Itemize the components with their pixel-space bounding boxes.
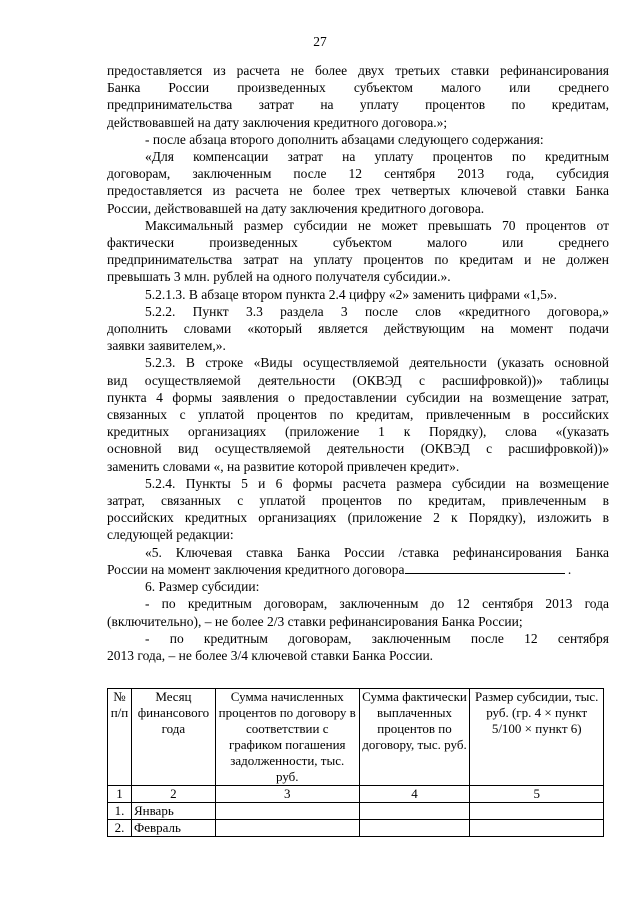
paragraph — [107, 62, 609, 131]
column-number: 1 — [108, 786, 132, 803]
text-line: 5.2.2. Пункт 3.3 раздела 3 после слов «кредитного договора,» — [145, 303, 609, 319]
column-number: 5 — [470, 786, 604, 803]
text-line: затрат, связанных с уплатой процентов по кредитам, привлеченным в — [107, 493, 609, 509]
text-line: дополнить словами «который является действующим на момент подачи — [107, 321, 609, 337]
column-header: Размер субсидии, тыс. руб. (гр. 4 × пункт 5/100 × пункт 6) — [470, 689, 604, 786]
text-line: договорам, заключенным после 12 сентября 2013 года, субсидия — [107, 166, 609, 182]
text-line: предпринимательства затрат на уплату процентов по кредитам, — [107, 97, 609, 113]
text-line: заменить словами «, на развитие которой привлечен кредит». — [107, 458, 460, 474]
paragraph — [107, 475, 609, 544]
table-cell: Январь — [131, 803, 215, 820]
table-cell — [359, 820, 470, 837]
subsidy-table — [107, 688, 604, 837]
text-line: «Для компенсации затрат на уплату процентов по кредитным — [145, 149, 609, 165]
text-line: - по кредитным договорам, заключенным до 12 сентября 2013 года — [145, 596, 609, 612]
table-cell — [359, 803, 470, 820]
table-cell: 2. — [108, 820, 132, 837]
text-line: предоставляется из расчета не более двух третьих ставки рефинансирования — [107, 63, 609, 78]
text-line: 5.2.3. В строке «Виды осуществляемой деятельности (указать основной — [145, 355, 609, 371]
text-line: кредитных организациях (приложение 1 к Порядку), слова «(указать — [107, 424, 609, 440]
text-line: России, действовавшей на дату заключения кредитного договора. — [107, 200, 485, 216]
text-line: предоставляется из расчета не более трех четвертых ключевой ставки Банка — [107, 183, 609, 199]
paragraph: 6. Размер субсидии: — [145, 579, 260, 595]
table-cell — [215, 820, 359, 837]
text-fragment: России на момент заключения кредитного договора — [107, 561, 405, 577]
table-row — [108, 820, 604, 837]
text-line: - по кредитным договорам, заключенным после 12 сентября — [145, 630, 609, 646]
text-line: «5. Ключевая ставка Банка России /ставка рефинансирования Банка — [145, 544, 609, 560]
text-line: (включительно), – не более 2/3 ставки рефинансирования Банка России; — [107, 613, 523, 629]
column-number: 4 — [359, 786, 470, 803]
text-line: Банка России произведенных субъектом малого или среднего — [107, 80, 609, 96]
text-line — [107, 561, 609, 578]
text-line: вид осуществляемой деятельности (ОКВЭД с расшифровкой))» таблицы — [107, 372, 609, 388]
column-header: Месяц финансового года — [131, 689, 215, 786]
text-line: заявки заявителем,». — [107, 338, 226, 354]
paragraph — [107, 630, 609, 664]
column-header: Сумма начисленных процентов по договору в соответствии с графиком погашения задолженности, тыс. руб. — [215, 689, 359, 786]
table-row — [108, 803, 604, 820]
paragraph — [107, 354, 609, 474]
column-number-row — [108, 786, 604, 803]
text-fragment: . — [567, 561, 572, 577]
paragraph — [107, 217, 609, 286]
table-header-row — [108, 689, 604, 786]
table-cell — [470, 803, 604, 820]
text-line: фактически произведенных субъектом малого или среднего — [107, 235, 609, 251]
paragraph: - после абзаца второго дополнить абзацами следующего содержания: — [145, 131, 544, 147]
table-cell — [215, 803, 359, 820]
column-header: Сумма фактически выплаченных процентов по договору, тыс. руб. — [359, 689, 470, 786]
table-cell — [470, 820, 604, 837]
text-line: основной вид осуществляемой деятельности (ОКВЭД с расшифровкой))» — [107, 441, 609, 457]
text-line: 5.2.4. Пункты 5 и 6 формы расчета размера субсидии на возмещение — [145, 475, 609, 491]
text-line: российских кредитных организациях (приложение 2 к Порядку), изложить в — [107, 510, 609, 526]
table-cell: Февраль — [131, 820, 215, 837]
text-line: пункта 4 формы заявления о предоставлении субсидии на возмещение затрат, — [107, 389, 609, 405]
text-line: Максимальный размер субсидии не может превышать 70 процентов от — [145, 217, 609, 233]
column-header: № п/п — [108, 689, 132, 786]
table-cell: 1. — [108, 803, 132, 820]
text-line: 2013 года, – не более 3/4 ключевой ставки Банка России. — [107, 647, 434, 663]
text-line: предпринимательства затрат на уплату процентов по кредитам и не должен — [107, 252, 609, 268]
paragraph — [107, 303, 609, 355]
document-body — [107, 62, 609, 664]
paragraph: 5.2.1.3. В абзаце втором пункта 2.4 цифру «2» заменить цифрами «1,5». — [145, 286, 558, 302]
paragraph — [107, 148, 609, 217]
page-number: 27 — [313, 34, 327, 49]
text-line: связанных с уплатой процентов по кредитам, привлеченным в российских — [107, 407, 609, 423]
text-line: превышать 3 млн. рублей на одного получателя субсидии.». — [107, 269, 451, 285]
text-line: действовавшей на дату заключения кредитного договора.»; — [107, 114, 448, 130]
column-number: 3 — [215, 786, 359, 803]
text-line: следующей редакции: — [107, 527, 234, 543]
blank-fill-line — [405, 561, 565, 574]
paragraph — [107, 595, 609, 629]
paragraph — [107, 544, 609, 578]
column-number: 2 — [131, 786, 215, 803]
